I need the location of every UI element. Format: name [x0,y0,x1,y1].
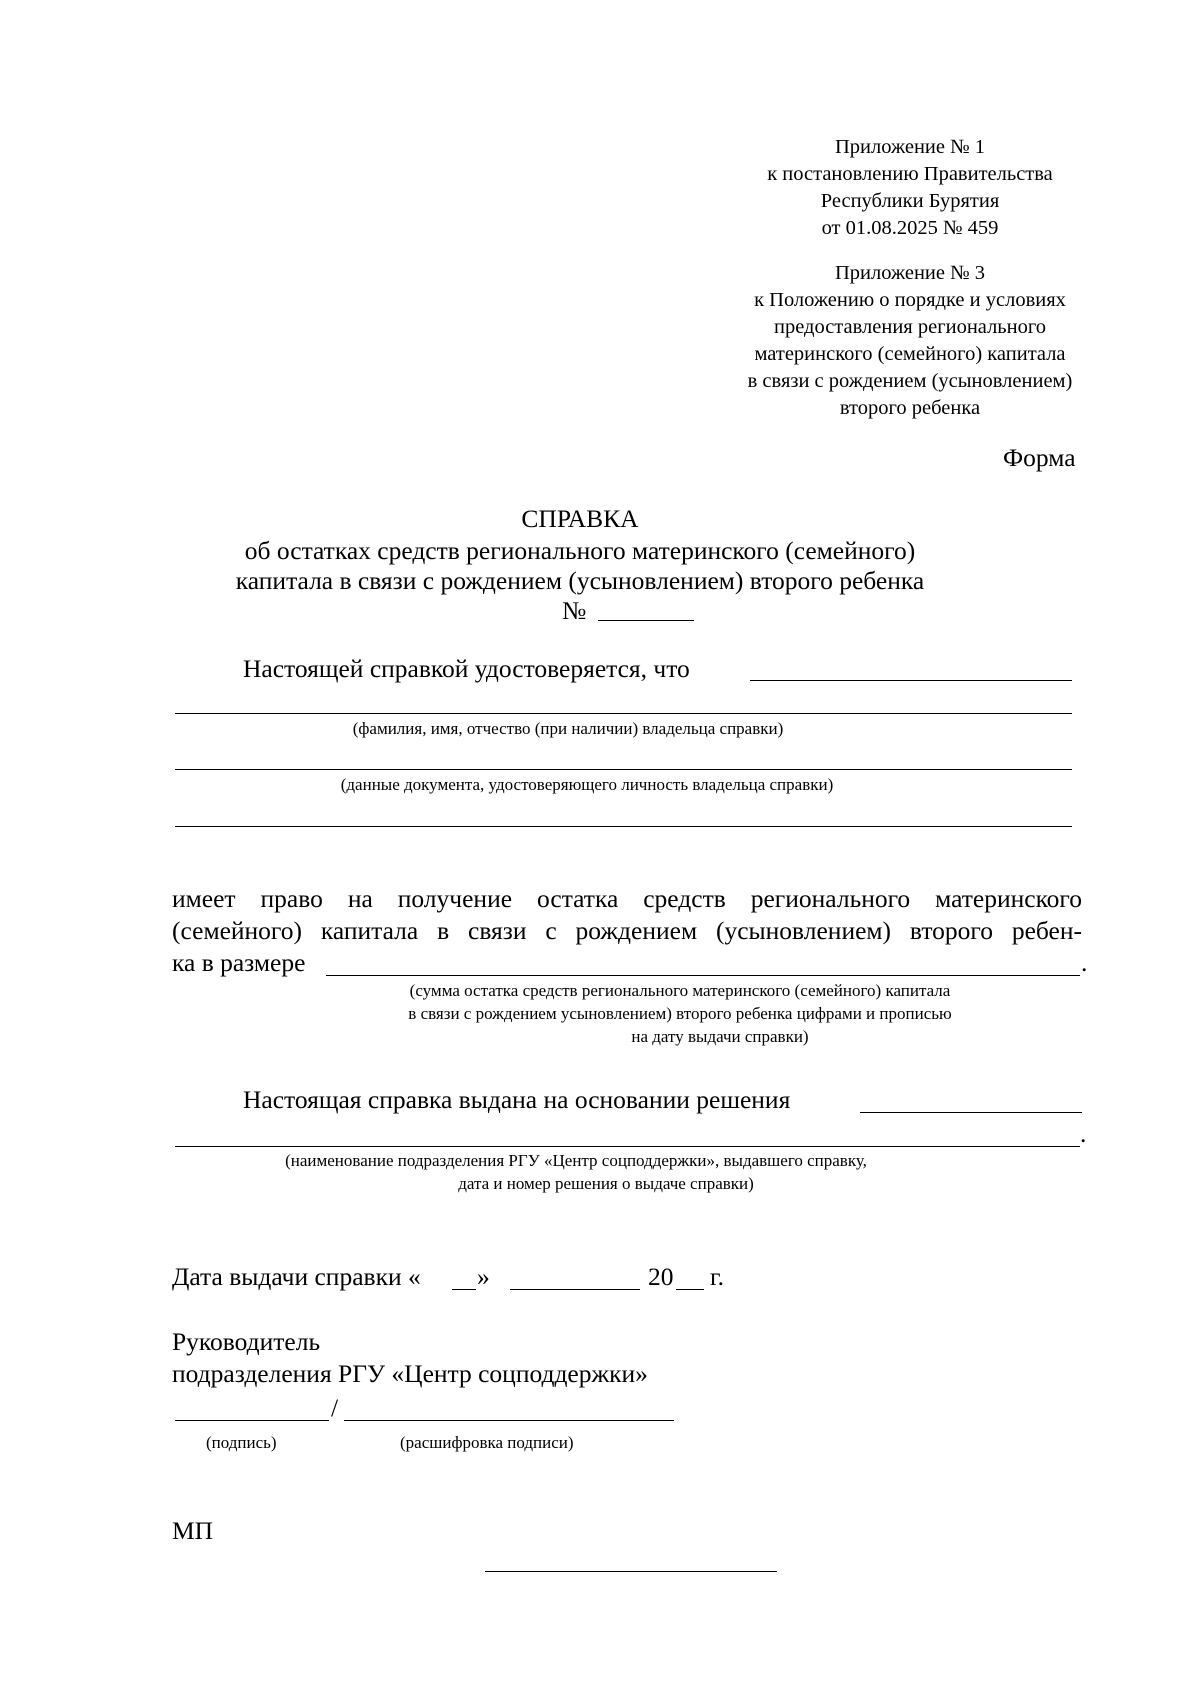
amount-field[interactable] [326,975,1080,976]
amount-caption-line-1: (сумма остатка средств регионального материнского (семейного) капитала [409,981,951,1000]
certificate-heading: СПРАВКА [521,504,639,533]
certificate-subtitle-line-2: капитала в связи с рождением (усыновлением) второго ребенка [235,566,925,595]
holder-name-caption: (фамилия, имя, отчество (при наличии) владельца справки) [352,719,784,738]
amount-caption-line-2: в связи с рождением усыновлением) второго ребенка цифрами и прописью [408,1004,952,1023]
certificate-subtitle-line-1: об остатках средств регионального материнского (семейного) [244,536,916,565]
issue-day-field[interactable] [452,1289,476,1290]
certify-text: Настоящей справкой удостоверяется, что [243,654,690,683]
certificate-number-field[interactable] [598,620,694,621]
issue-year-suffix: г. [710,1262,724,1291]
appendix-1-line-4: от 01.08.2025 № 459 [821,217,999,239]
issue-date-label: Дата выдачи справки « [172,1262,421,1291]
issue-year-prefix: 20 [648,1262,674,1291]
signature-decoding-field[interactable] [344,1420,674,1421]
issue-date-close-quote: » [477,1262,490,1291]
certificate-number-label: № [562,596,587,625]
appendix-1-header [690,134,1130,242]
issue-year-field[interactable] [676,1289,704,1290]
decision-period: . [1080,1119,1087,1148]
appendix-1-line-2: к постановлению Правительства [767,163,1053,185]
holder-name-field[interactable] [175,713,1072,714]
appendix-3-line-2: к Положению о порядке и условиях [754,289,1066,311]
right-line-1: имеет право на получение остатка средств регионального материнского [172,884,1082,913]
right-line-2: (семейного) капитала в связи с рождением (усыновлением) второго ребен- [172,916,1082,945]
form-label: Форма [1003,443,1076,472]
decision-field-start[interactable] [860,1112,1082,1113]
signature-slash: / [331,1393,339,1422]
basis-text: Настоящая справка выдана на основании решения [243,1085,791,1114]
bottom-line [485,1571,777,1572]
head-title-line-2: подразделения РГУ «Центр соцподдержки» [172,1359,648,1388]
decision-caption-line-1: (наименование подразделения РГУ «Центр соцподдержки», выдавшего справку, [285,1151,867,1170]
appendix-1-line-3: Республики Бурятия [820,190,1000,212]
issue-month-field[interactable] [510,1289,640,1290]
appendix-3-line-5: в связи с рождением (усыновлением) [747,370,1073,392]
signature-field[interactable] [175,1420,329,1421]
appendix-3-line-1: Приложение № 3 [834,262,986,284]
appendix-3-line-6: второго ребенка [839,397,981,419]
right-line-3: ка в размере [172,948,306,977]
signature-decoding-caption: (расшифровка подписи) [400,1433,574,1452]
amount-period: . [1081,948,1088,977]
appendix-3-line-4: материнского (семейного) капитала [754,343,1066,365]
decision-field[interactable] [175,1146,1080,1147]
appendix-3-header [690,260,1130,422]
identity-document-field[interactable] [175,769,1072,770]
decision-caption-line-2: дата и номер решения о выдаче справки) [458,1174,754,1193]
amount-caption-line-3: на дату выдачи справки) [631,1027,809,1046]
signature-caption: (подпись) [206,1433,277,1452]
appendix-3-line-3: предоставления регионального [773,316,1047,338]
appendix-1-line-1: Приложение № 1 [834,136,986,158]
identity-document-caption: (данные документа, удостоверяющего личность владельца справки) [340,775,834,794]
head-title-line-1: Руководитель [172,1327,321,1356]
identity-document-field-extra[interactable] [175,826,1072,827]
holder-name-field-start[interactable] [750,680,1072,681]
stamp-label: МП [172,1516,214,1545]
